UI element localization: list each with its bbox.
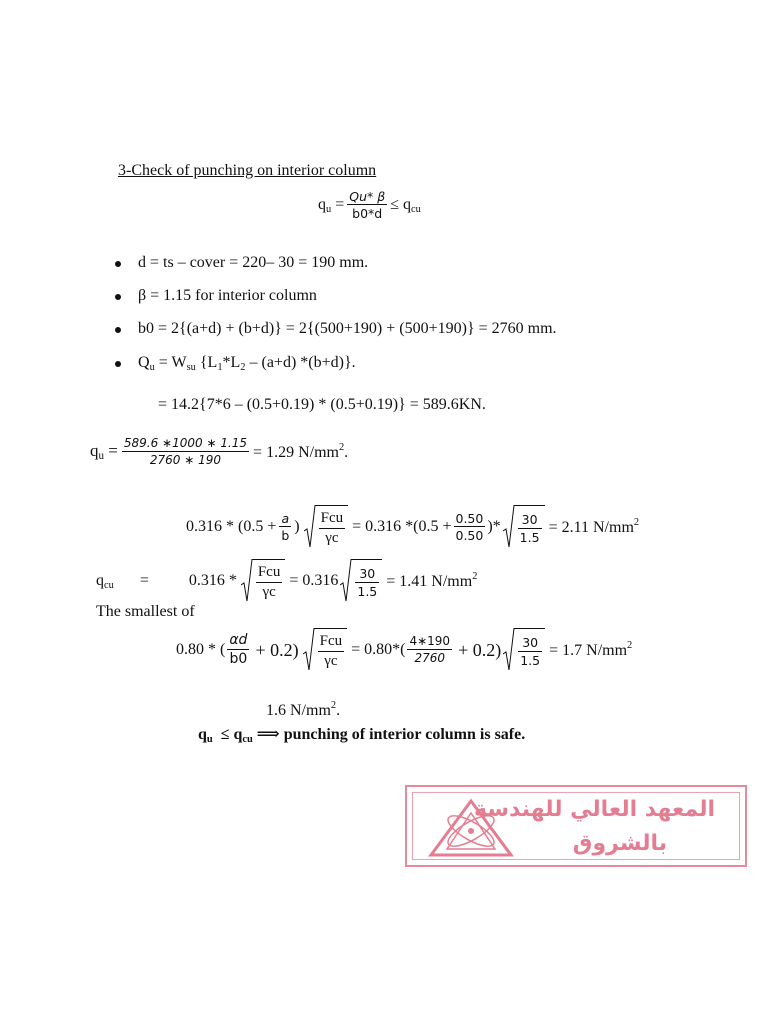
formula-fraction xyxy=(347,190,387,220)
eq3-plus: + 0.2) xyxy=(255,639,299,660)
section-heading: 3-Check of punching on interior column xyxy=(118,162,377,179)
eq3-d2: 2760 xyxy=(407,649,452,665)
qu-result: = 1.29 $N/mm^2$. xyxy=(253,441,349,461)
stamp-line-2: بالشروق xyxy=(572,831,667,856)
formula-lhs: $q_u$ = xyxy=(318,195,345,215)
eq3-n1: αd xyxy=(229,632,248,649)
eq1-start: 0.316 * (0.5 + xyxy=(186,518,277,535)
bullet-dot xyxy=(115,294,121,300)
eq1-n2: 30 xyxy=(521,512,538,528)
sqrt-icon xyxy=(303,628,315,672)
eq3-ad-fraction xyxy=(227,633,249,666)
eq1-d2: 1.5 xyxy=(519,529,540,545)
equation-3 xyxy=(176,628,632,672)
eq1-mid: = 0.316 *(0.5 + xyxy=(352,518,452,535)
sqrt-icon xyxy=(503,505,515,549)
equation-1 xyxy=(186,505,639,549)
sqrt-icon xyxy=(340,559,352,603)
eq1-gc: γc xyxy=(319,528,346,547)
eq3-gc: γc xyxy=(318,651,345,670)
final-value: 1.6 $N/mm^2$. xyxy=(266,700,341,719)
eq1-ratio xyxy=(454,512,486,542)
eq3-d3: 1.5 xyxy=(520,652,541,668)
eq1-close: ) xyxy=(294,518,300,535)
eq3-fcu: Fcu xyxy=(319,632,343,649)
sqrt-icon xyxy=(304,505,316,549)
sqrt-icon xyxy=(503,628,515,672)
formula-denominator: b0*d xyxy=(347,204,387,220)
eq1-a: a xyxy=(281,510,290,526)
eq1-ab-fraction xyxy=(279,512,291,542)
bullet-depth: d = ts – cover = 220– 30 = 190 mm. xyxy=(138,254,369,271)
eq1-result: = 2.11 $N/mm^2$ xyxy=(548,517,640,536)
stamp-line-1: المعهد العالي للهندسة xyxy=(474,797,715,822)
eq3-d1: b0 xyxy=(227,649,249,667)
qu-numerator: 589.6 ∗1000 ∗ 1.15 xyxy=(123,436,248,450)
qcu-row xyxy=(96,559,477,603)
bullet-dot xyxy=(115,261,121,267)
eq1-b: b xyxy=(281,528,290,543)
qcu-start: 0.316 * xyxy=(188,572,237,589)
eq1-d1: 0.50 xyxy=(455,528,484,543)
eq3-plus2: + 0.2) xyxy=(458,639,502,660)
formula-numerator: Qu* β xyxy=(349,189,386,204)
qu-calculation xyxy=(90,437,348,466)
shear-force-value: = 14.2{7*6 – (0.5+0.19) * (0.5+0.19)} = 589.6KN. xyxy=(158,396,486,413)
bullet-shear-force: $Q_u = W_{su}$ {$L_1*L_2 - (a+d)$ *(b+d)}. xyxy=(138,354,356,373)
eq3-sqrt-2 xyxy=(503,628,545,672)
eq1-n1: 0.50 xyxy=(455,510,484,526)
eq3-n2: 4∗190 xyxy=(409,634,451,649)
qcu-gc: γc xyxy=(256,582,283,601)
qcu-d: 1.5 xyxy=(357,583,378,599)
eq3-sqrt xyxy=(303,628,348,672)
qcu-label: $q_{cu}$ xyxy=(96,571,114,591)
qu-fraction xyxy=(122,437,249,466)
conclusion: $q_u \le q_{cu}$ ⟹ punching of interior column is safe. xyxy=(198,726,526,745)
qcu-n: 30 xyxy=(359,566,376,582)
qcu-sqrt xyxy=(241,559,286,603)
qcu-equals: = xyxy=(139,572,149,589)
eq1-sqrt-2 xyxy=(503,505,545,549)
eq3-ratio xyxy=(407,635,452,664)
institute-stamp xyxy=(405,785,747,867)
punching-formula xyxy=(318,190,421,220)
qcu-fcu: Fcu xyxy=(257,563,281,580)
qu-label: $q_u$ = xyxy=(90,441,118,463)
bullet-perimeter: b0 = 2{(a+d) + (b+d)} = 2{(500+190) + (500+190)} = 2760 mm. xyxy=(138,320,557,337)
eq1-mid2: )* xyxy=(487,518,501,535)
formula-rhs: ≤ $q_{cu}$ xyxy=(390,195,421,215)
smallest-of-label: The smallest of xyxy=(96,603,195,620)
eq3-mid: = 0.80*( xyxy=(351,641,406,658)
eq1-fcu: Fcu xyxy=(320,509,344,526)
qcu-mid: = 0.316 xyxy=(289,572,339,589)
bullet-dot xyxy=(115,361,121,367)
eq3-start: 0.80 * ( xyxy=(176,641,226,658)
qcu-sqrt-2 xyxy=(340,559,382,603)
qcu-result: = 1.41 $N/mm^2$ xyxy=(386,571,478,590)
sqrt-icon xyxy=(241,559,253,603)
bullet-dot xyxy=(115,327,121,333)
eq1-sqrt xyxy=(304,505,349,549)
qu-denominator: 2760 ∗ 190 xyxy=(122,451,249,467)
bullet-beta: β = 1.15 for interior column xyxy=(138,287,317,304)
eq3-result: = 1.7 $N/mm^2$ xyxy=(549,640,633,659)
eq3-n3: 30 xyxy=(522,635,539,651)
